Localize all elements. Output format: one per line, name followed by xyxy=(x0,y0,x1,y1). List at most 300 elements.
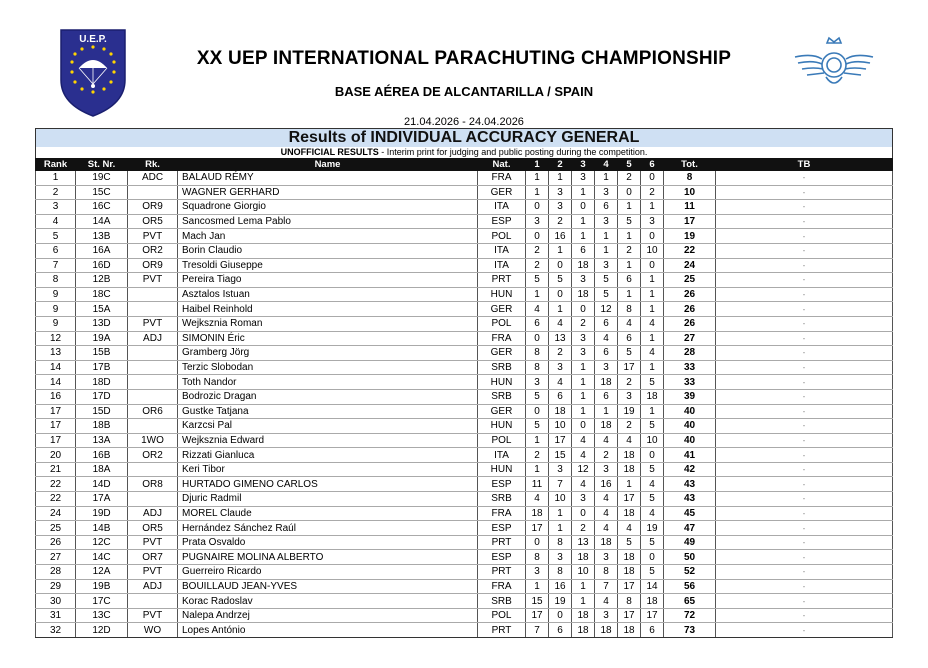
round-score-cell: 6 xyxy=(595,200,618,215)
round-score-cell: 3 xyxy=(572,346,595,361)
total-cell: 8 xyxy=(664,171,716,186)
start-number-cell: 12A xyxy=(76,565,128,580)
round-score-cell: 2 xyxy=(595,448,618,463)
tiebreak-cell: - xyxy=(716,404,893,419)
table-row xyxy=(36,185,893,200)
tiebreak-cell: - xyxy=(716,462,893,477)
name-cell: Guerreiro Ricardo xyxy=(178,565,478,580)
round-score-cell: 3 xyxy=(595,550,618,565)
name-cell: Pereira Tiago xyxy=(178,273,478,288)
round-score-cell: 2 xyxy=(641,185,664,200)
round-score-cell: 17 xyxy=(618,492,641,507)
round-score-cell: 3 xyxy=(526,565,549,580)
nationality-cell: SRB xyxy=(478,594,526,609)
round-score-cell: 1 xyxy=(618,477,641,492)
round-score-cell: 1 xyxy=(549,171,572,186)
round-score-cell: 5 xyxy=(618,346,641,361)
round-score-cell: 18 xyxy=(572,550,595,565)
round-score-cell: 6 xyxy=(595,346,618,361)
total-cell: 25 xyxy=(664,273,716,288)
total-cell: 26 xyxy=(664,287,716,302)
total-cell: 39 xyxy=(664,389,716,404)
name-cell: Lopes António xyxy=(178,623,478,638)
round-score-cell: 3 xyxy=(595,214,618,229)
rank-cell: 9 xyxy=(36,287,76,302)
round-score-cell: 1 xyxy=(572,375,595,390)
military-rank-cell: ADJ xyxy=(128,579,178,594)
round-score-cell: 1 xyxy=(549,521,572,536)
rank-cell: 22 xyxy=(36,492,76,507)
round-score-cell: 2 xyxy=(618,375,641,390)
round-score-cell: 1 xyxy=(572,594,595,609)
name-cell: Wejksznia Roman xyxy=(178,316,478,331)
round-score-cell: 14 xyxy=(641,579,664,594)
round-score-cell: 8 xyxy=(618,302,641,317)
column-header: St. Nr. xyxy=(76,159,128,171)
round-score-cell: 5 xyxy=(641,375,664,390)
table-row xyxy=(36,171,893,186)
total-cell: 40 xyxy=(664,404,716,419)
name-cell: Haibel Reinhold xyxy=(178,302,478,317)
rank-cell: 14 xyxy=(36,375,76,390)
rank-cell: 21 xyxy=(36,462,76,477)
military-rank-cell: OR2 xyxy=(128,243,178,258)
column-header: Tot. xyxy=(664,159,716,171)
table-row xyxy=(36,214,893,229)
nationality-cell: ESP xyxy=(478,550,526,565)
total-cell: 22 xyxy=(664,243,716,258)
military-rank-cell xyxy=(128,360,178,375)
rank-cell: 12 xyxy=(36,331,76,346)
round-score-cell: 1 xyxy=(572,404,595,419)
round-score-cell: 1 xyxy=(549,506,572,521)
rank-cell: 17 xyxy=(36,433,76,448)
tiebreak-cell: - xyxy=(716,214,893,229)
round-score-cell: 6 xyxy=(595,316,618,331)
round-score-cell: 11 xyxy=(526,477,549,492)
tiebreak-cell: - xyxy=(716,389,893,404)
uep-shield-logo-icon xyxy=(59,28,127,118)
total-cell: 27 xyxy=(664,331,716,346)
round-score-cell: 2 xyxy=(618,419,641,434)
round-score-cell: 18 xyxy=(572,287,595,302)
table-row xyxy=(36,258,893,273)
round-score-cell: 18 xyxy=(641,594,664,609)
round-score-cell: 0 xyxy=(526,404,549,419)
tiebreak-cell: - xyxy=(716,346,893,361)
round-score-cell: 3 xyxy=(549,462,572,477)
name-cell: Sancosmed Lema Pablo xyxy=(178,214,478,229)
total-cell: 41 xyxy=(664,448,716,463)
nationality-cell: GER xyxy=(478,404,526,419)
round-score-cell: 4 xyxy=(572,448,595,463)
military-rank-cell: 1WO xyxy=(128,433,178,448)
round-score-cell: 0 xyxy=(549,287,572,302)
round-score-cell: 3 xyxy=(572,273,595,288)
round-score-cell: 2 xyxy=(549,346,572,361)
name-cell: Terzic Slobodan xyxy=(178,360,478,375)
rank-cell: 5 xyxy=(36,229,76,244)
name-cell: Karzcsi Pal xyxy=(178,419,478,434)
start-number-cell: 12C xyxy=(76,535,128,550)
round-score-cell: 1 xyxy=(526,171,549,186)
round-score-cell: 18 xyxy=(618,462,641,477)
round-score-cell: 0 xyxy=(641,448,664,463)
nationality-cell: FRA xyxy=(478,171,526,186)
round-score-cell: 17 xyxy=(618,360,641,375)
name-cell: Hernández Sánchez Raúl xyxy=(178,521,478,536)
round-score-cell: 0 xyxy=(572,200,595,215)
round-score-cell: 5 xyxy=(618,535,641,550)
round-score-cell: 18 xyxy=(572,623,595,638)
name-cell: Gramberg Jörg xyxy=(178,346,478,361)
nationality-cell: ESP xyxy=(478,214,526,229)
nationality-cell: SRB xyxy=(478,389,526,404)
round-score-cell: 7 xyxy=(595,579,618,594)
table-row xyxy=(36,243,893,258)
round-score-cell: 4 xyxy=(595,594,618,609)
round-score-cell: 18 xyxy=(572,258,595,273)
tiebreak-cell: - xyxy=(716,565,893,580)
start-number-cell: 19C xyxy=(76,171,128,186)
start-number-cell: 15C xyxy=(76,185,128,200)
total-cell: 49 xyxy=(664,535,716,550)
round-score-cell: 5 xyxy=(595,287,618,302)
nationality-cell: GER xyxy=(478,185,526,200)
round-score-cell: 3 xyxy=(526,214,549,229)
tiebreak-cell: - xyxy=(716,433,893,448)
round-score-cell: 4 xyxy=(595,506,618,521)
total-cell: 28 xyxy=(664,346,716,361)
rank-cell: 9 xyxy=(36,316,76,331)
start-number-cell: 19A xyxy=(76,331,128,346)
start-number-cell: 13B xyxy=(76,229,128,244)
rank-cell: 29 xyxy=(36,579,76,594)
round-score-cell: 19 xyxy=(618,404,641,419)
tiebreak-cell: - xyxy=(716,579,893,594)
nationality-cell: PRT xyxy=(478,273,526,288)
event-dates: 21.04.2026 - 24.04.2026 xyxy=(404,116,524,128)
start-number-cell: 15D xyxy=(76,404,128,419)
round-score-cell: 1 xyxy=(549,302,572,317)
military-rank-cell: PVT xyxy=(128,535,178,550)
table-row xyxy=(36,579,893,594)
round-score-cell: 1 xyxy=(618,200,641,215)
round-score-cell: 3 xyxy=(572,331,595,346)
start-number-cell: 16A xyxy=(76,243,128,258)
tiebreak-cell: - xyxy=(716,419,893,434)
start-number-cell: 18C xyxy=(76,287,128,302)
round-score-cell: 16 xyxy=(595,477,618,492)
total-cell: 24 xyxy=(664,258,716,273)
total-cell: 47 xyxy=(664,521,716,536)
table-row xyxy=(36,521,893,536)
round-score-cell: 1 xyxy=(595,404,618,419)
nationality-cell: HUN xyxy=(478,287,526,302)
column-header: Nat. xyxy=(478,159,526,171)
round-score-cell: 2 xyxy=(618,171,641,186)
column-header: Rk. xyxy=(128,159,178,171)
tiebreak-cell: - xyxy=(716,506,893,521)
round-score-cell: 0 xyxy=(526,331,549,346)
name-cell: Nalepa Andrzej xyxy=(178,608,478,623)
round-score-cell: 1 xyxy=(572,360,595,375)
rank-cell: 26 xyxy=(36,535,76,550)
name-cell: Tresoldi Giuseppe xyxy=(178,258,478,273)
round-score-cell: 4 xyxy=(641,346,664,361)
rank-cell: 20 xyxy=(36,448,76,463)
round-score-cell: 5 xyxy=(641,462,664,477)
name-cell: Toth Nandor xyxy=(178,375,478,390)
rank-cell: 3 xyxy=(36,200,76,215)
tiebreak-cell: - xyxy=(716,623,893,638)
round-score-cell: 5 xyxy=(595,273,618,288)
rank-cell: 6 xyxy=(36,243,76,258)
round-score-cell: 4 xyxy=(641,506,664,521)
military-rank-cell: OR5 xyxy=(128,214,178,229)
round-score-cell: 18 xyxy=(595,375,618,390)
round-score-cell: 5 xyxy=(526,419,549,434)
round-score-cell: 5 xyxy=(641,535,664,550)
round-score-cell: 7 xyxy=(549,477,572,492)
nationality-cell: ITA xyxy=(478,200,526,215)
round-score-cell: 3 xyxy=(572,492,595,507)
column-header: TB xyxy=(716,159,893,171)
round-score-cell: 0 xyxy=(526,229,549,244)
name-cell: Korac Radoslav xyxy=(178,594,478,609)
round-score-cell: 1 xyxy=(549,243,572,258)
nationality-cell: SRB xyxy=(478,492,526,507)
rank-cell: 7 xyxy=(36,258,76,273)
round-score-cell: 8 xyxy=(526,346,549,361)
round-score-cell: 19 xyxy=(641,521,664,536)
round-score-cell: 2 xyxy=(526,243,549,258)
nationality-cell: GER xyxy=(478,302,526,317)
round-score-cell: 4 xyxy=(572,433,595,448)
start-number-cell: 18D xyxy=(76,375,128,390)
round-score-cell: 0 xyxy=(526,200,549,215)
round-score-cell: 0 xyxy=(641,171,664,186)
round-score-cell: 16 xyxy=(549,229,572,244)
tiebreak-cell: - xyxy=(716,302,893,317)
round-score-cell: 17 xyxy=(549,433,572,448)
round-score-cell: 6 xyxy=(549,389,572,404)
round-score-cell: 8 xyxy=(526,550,549,565)
nationality-cell: ITA xyxy=(478,448,526,463)
start-number-cell: 19D xyxy=(76,506,128,521)
nationality-cell: ITA xyxy=(478,243,526,258)
round-score-cell: 1 xyxy=(641,360,664,375)
military-rank-cell: PVT xyxy=(128,608,178,623)
round-score-cell: 1 xyxy=(618,258,641,273)
start-number-cell: 17B xyxy=(76,360,128,375)
name-cell: BALAUD RÉMY xyxy=(178,171,478,186)
column-header: Rank xyxy=(36,159,76,171)
rank-cell: 9 xyxy=(36,302,76,317)
round-score-cell: 1 xyxy=(618,229,641,244)
table-row xyxy=(36,623,893,638)
table-row xyxy=(36,273,893,288)
name-cell: Asztalos Istuan xyxy=(178,287,478,302)
column-header: Name xyxy=(178,159,478,171)
round-score-cell: 5 xyxy=(641,565,664,580)
nationality-cell: HUN xyxy=(478,462,526,477)
start-number-cell: 13A xyxy=(76,433,128,448)
nationality-cell: PRT xyxy=(478,565,526,580)
round-score-cell: 5 xyxy=(641,492,664,507)
name-cell: Prata Osvaldo xyxy=(178,535,478,550)
round-score-cell: 1 xyxy=(618,287,641,302)
military-rank-cell xyxy=(128,302,178,317)
round-score-cell: 10 xyxy=(641,243,664,258)
tiebreak-cell: - xyxy=(716,492,893,507)
military-rank-cell xyxy=(128,375,178,390)
total-cell: 42 xyxy=(664,462,716,477)
nationality-cell: POL xyxy=(478,433,526,448)
round-score-cell: 3 xyxy=(595,360,618,375)
round-score-cell: 6 xyxy=(641,623,664,638)
table-row xyxy=(36,316,893,331)
total-cell: 40 xyxy=(664,419,716,434)
military-rank-cell xyxy=(128,389,178,404)
column-header: 1 xyxy=(526,159,549,171)
tiebreak-cell: - xyxy=(716,535,893,550)
round-score-cell: 4 xyxy=(549,316,572,331)
military-rank-cell xyxy=(128,462,178,477)
start-number-cell: 13D xyxy=(76,316,128,331)
round-score-cell: 8 xyxy=(595,565,618,580)
round-score-cell: 5 xyxy=(549,273,572,288)
total-cell: 43 xyxy=(664,492,716,507)
military-rank-cell: OR9 xyxy=(128,258,178,273)
start-number-cell: 17A xyxy=(76,492,128,507)
total-cell: 73 xyxy=(664,623,716,638)
tiebreak-cell: - xyxy=(716,360,893,375)
military-rank-cell: OR5 xyxy=(128,521,178,536)
rank-cell: 4 xyxy=(36,214,76,229)
start-number-cell: 14D xyxy=(76,477,128,492)
round-score-cell: 2 xyxy=(549,214,572,229)
round-score-cell: 1 xyxy=(572,214,595,229)
total-cell: 26 xyxy=(664,316,716,331)
name-cell: PUGNAIRE MOLINA ALBERTO xyxy=(178,550,478,565)
round-score-cell: 6 xyxy=(549,623,572,638)
round-score-cell: 1 xyxy=(526,462,549,477)
round-score-cell: 5 xyxy=(526,273,549,288)
tiebreak-cell: - xyxy=(716,229,893,244)
name-cell: Gustke Tatjana xyxy=(178,404,478,419)
military-rank-cell xyxy=(128,287,178,302)
round-score-cell: 6 xyxy=(526,316,549,331)
round-score-cell: 4 xyxy=(595,331,618,346)
table-row xyxy=(36,448,893,463)
round-score-cell: 1 xyxy=(641,200,664,215)
unofficial-note-text: - Interim print for judging and public posting during the competition. xyxy=(378,147,648,157)
round-score-cell: 3 xyxy=(595,462,618,477)
tiebreak-cell: - xyxy=(716,243,893,258)
round-score-cell: 1 xyxy=(641,287,664,302)
round-score-cell: 4 xyxy=(572,477,595,492)
round-score-cell: 1 xyxy=(526,185,549,200)
military-rank-cell: OR2 xyxy=(128,448,178,463)
tiebreak-cell: - xyxy=(716,331,893,346)
name-cell: Rizzati Gianluca xyxy=(178,448,478,463)
total-cell: 43 xyxy=(664,477,716,492)
round-score-cell: 3 xyxy=(641,214,664,229)
round-score-cell: 4 xyxy=(618,316,641,331)
military-rank-cell: WO xyxy=(128,623,178,638)
round-score-cell: 1 xyxy=(572,229,595,244)
round-score-cell: 0 xyxy=(641,550,664,565)
round-score-cell: 4 xyxy=(595,492,618,507)
nationality-cell: POL xyxy=(478,316,526,331)
table-row xyxy=(36,419,893,434)
round-score-cell: 6 xyxy=(595,389,618,404)
rank-cell: 22 xyxy=(36,477,76,492)
round-score-cell: 3 xyxy=(526,375,549,390)
nationality-cell: GER xyxy=(478,346,526,361)
nationality-cell: HUN xyxy=(478,375,526,390)
round-score-cell: 18 xyxy=(595,419,618,434)
round-score-cell: 7 xyxy=(526,623,549,638)
round-score-cell: 17 xyxy=(618,608,641,623)
table-row xyxy=(36,462,893,477)
round-score-cell: 3 xyxy=(618,389,641,404)
round-score-cell: 1 xyxy=(595,243,618,258)
round-score-cell: 6 xyxy=(618,273,641,288)
table-row xyxy=(36,433,893,448)
start-number-cell: 16B xyxy=(76,448,128,463)
column-header: 5 xyxy=(618,159,641,171)
total-cell: 17 xyxy=(664,214,716,229)
round-score-cell: 13 xyxy=(572,535,595,550)
name-cell: WAGNER GERHARD xyxy=(178,185,478,200)
round-score-cell: 6 xyxy=(572,243,595,258)
total-cell: 56 xyxy=(664,579,716,594)
round-score-cell: 18 xyxy=(572,608,595,623)
round-score-cell: 2 xyxy=(618,243,641,258)
round-score-cell: 1 xyxy=(641,331,664,346)
name-cell: MOREL Claude xyxy=(178,506,478,521)
round-score-cell: 17 xyxy=(526,608,549,623)
military-rank-cell: OR7 xyxy=(128,550,178,565)
round-score-cell: 8 xyxy=(526,360,549,375)
tiebreak-cell: - xyxy=(716,448,893,463)
round-score-cell: 3 xyxy=(572,171,595,186)
table-row xyxy=(36,375,893,390)
round-score-cell: 6 xyxy=(618,331,641,346)
round-score-cell: 0 xyxy=(572,506,595,521)
name-cell: SIMONIN Éric xyxy=(178,331,478,346)
start-number-cell: 12B xyxy=(76,273,128,288)
start-number-cell: 15A xyxy=(76,302,128,317)
round-score-cell: 4 xyxy=(641,316,664,331)
nationality-cell: FRA xyxy=(478,331,526,346)
start-number-cell: 14A xyxy=(76,214,128,229)
round-score-cell: 10 xyxy=(641,433,664,448)
military-rank-cell xyxy=(128,185,178,200)
rank-cell: 17 xyxy=(36,419,76,434)
nationality-cell: POL xyxy=(478,608,526,623)
results-banner: Results of INDIVIDUAL ACCURACY GENERAL xyxy=(35,128,893,147)
total-cell: 33 xyxy=(664,375,716,390)
round-score-cell: 4 xyxy=(641,477,664,492)
round-score-cell: 4 xyxy=(549,375,572,390)
table-row xyxy=(36,200,893,215)
name-cell: Squadrone Giorgio xyxy=(178,200,478,215)
round-score-cell: 2 xyxy=(572,521,595,536)
tiebreak-cell: - xyxy=(716,200,893,215)
